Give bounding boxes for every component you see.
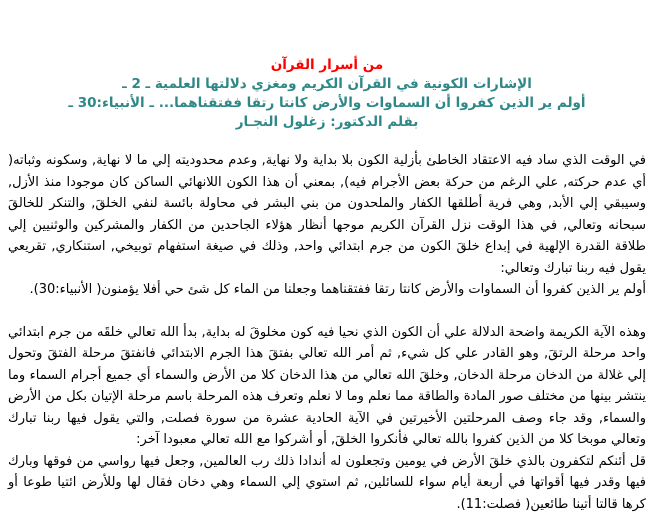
- byline: بقلم الدكتور: زغلول النجـار: [235, 114, 419, 130]
- article-body: [0, 150, 654, 515]
- paragraph-2: [8, 322, 646, 516]
- paragraph-1-text: في الوقت الذي ساد فيه الاعتقاد الخاطئ بأزلية الكون بلا بداية ولا نهاية, وعدم محدوديته إلي ما لا نهاية, وسكونه وثباته( أي عدم حركته, علي الرغم من حركة بعض الأجرام فيه), بمعني أن هذا الكون اللانهائي الساكن كان موجودا منذ الأزل, وسيبقي إلي الأبد, وهي فرية أطلقها الكفار والملحدون من بني البشر في محاولة بائسة لنفي الخلقَ, والتنكر للخالقَ سبحانه وتعالي, في هذا الوقت نزل القرآن الكريم موجها أنظار هؤلاء الجاحدين من الكفار والمشركين والوثنيين إلي طلاقة القدرة الإلهية في إبداع خلقَ الكون من جرم ابتدائي واحد, وذلك في صيغة استفهام توبيخي, استنكاري, تقريعي يقول فيه ربنا تبارك وتعالي:: [8, 153, 646, 276]
- article-title: الإشارات الكونية في القرآن الكريم ومغزي دلالتها العلمية ـ 2 ـ: [122, 76, 532, 92]
- paragraph-2-quran-verse: قل أئنكم لتكفرون بالذي خلقَ الأرض في يومين وتجعلون له أندادا ذلك رب العالمين, وجعل فيها رواسي من فوقها وبارك فيها وقدر فيها أقواتها في أربعة أيام سواء للسائلين, ثم استوي إلي السماء وهي دخان فقال لها وللأرض ائتيا طوعا أو كرها قالتا أتينا طائعين( فصلت:11).: [8, 453, 646, 512]
- article-verse-subtitle: أولم ير الذين كفروا أن السماوات والأرض كانتا رتقا ففتقناهما... ـ الأنبياء:30 ـ: [68, 95, 586, 111]
- article-header: [0, 0, 654, 132]
- paragraph-2-text: وهذه الآية الكريمة واضحة الدلالة علي أن الكون الذي نحيا فيه كون مخلوقَ له بداية, بدأ الله تعالي خلقَه من جرم ابتدائي واحد مرحلة الرتقَ, وهو القادر علي كل شيء, ثم أمر الله تعالي بفتقَ هذا الجرم الابتدائي فانفتقَ مرحلة الفتقَ وتحول إلي غلالة من الدخان مرحلة الدخان, وخلقَ الله تعالي من هذا الدخان كلا من الأرض والسماء أي جميع أجرام السماء وما ينتشر بينها من مختلف صور المادة والطاقة مما نعلم وما لا نعلم وتعرف هذه المرحلة باسم مرحلة الإتيان بكل من الأرض والسماء, وقد جاء وصف المرحلتين الأخيرتين في الآية الحادية عشرة من سورة فصلت, والتي يقول فيها ربنا تبارك وتعالي موبخا كلا من الذين كفروا بالله تعالي فأنكروا الخلقَ, أو أشركوا مع الله تعالي معبودا آخر:: [8, 324, 646, 447]
- paragraph-1-quran-verse: أولم ير الذين كفروا أن السماوات والأرض كانتا رتقا ففتقناهما وجعلنا من الماء كل شئ حي أفلا يؤمنون( الأنبياء:30).: [29, 282, 646, 297]
- series-title: من أسرار القرآن: [270, 57, 384, 73]
- paragraph-1: [8, 150, 646, 301]
